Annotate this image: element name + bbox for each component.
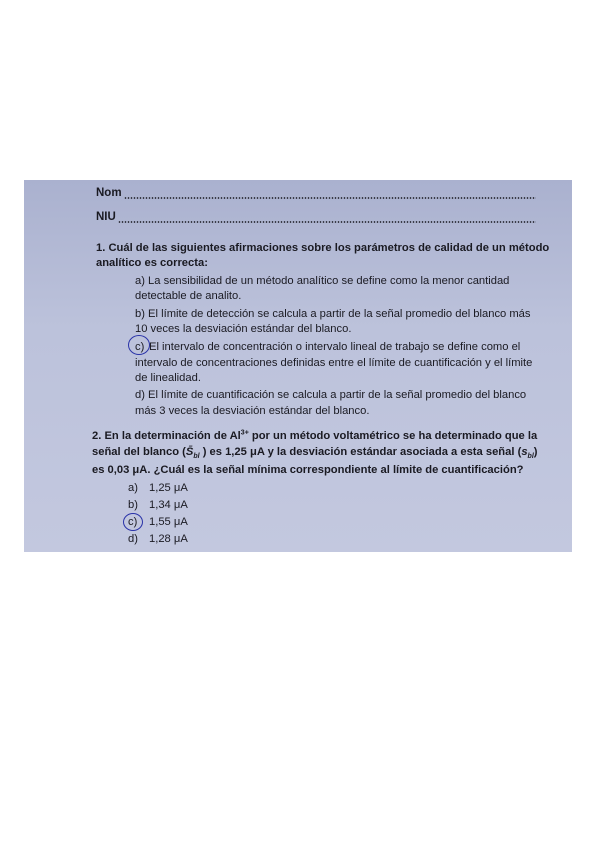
niu-label: NIU [96,211,116,223]
q1-option-b-line2: 10 veces la desviación estándar del blanco. [135,323,352,335]
name-label: Nom [96,187,122,199]
q2-line2-text-a: señal del blanco ( [92,446,186,458]
q1-option-a-line1: a) La sensibilidad de un método analítico se define como la menor cantidad [135,275,510,287]
q2-option-b-value: 1,34 μA [149,499,188,511]
q1-option-d-line2: más 3 veces la desviación estándar del blanco. [135,405,370,417]
q1-title-line2: analítico es correcta: [96,257,208,269]
q2-line1-text-a: 2. En la determinación de Al [92,430,241,442]
q1-option-c-line1: El intervalo de concentración o intervalo lineal de trabajo se define como el [149,341,521,353]
q1-option-a-line2: detectable de analito. [135,290,242,302]
q2-option-a-letter: a) [128,482,138,494]
q2-title-line1 [92,429,537,443]
q2-title-line3: es 0,03 μA. ¿Cuál es la señal mínima correspondiente al límite de cuantificación? [92,464,524,476]
q1-option-b-line1: b) El límite de detección se calcula a partir de la señal promedio del blanco más [135,308,531,320]
q2-line1-superscript: 3+ [240,429,249,437]
q2-line2-text-b: ) es 1,25 μA y la desviación estándar asociada a esta señal ( [199,446,522,458]
q2-option-c-value: 1,55 μA [149,516,188,528]
q2-line2-text-c: ) [533,446,538,458]
q2-option-c-letter: c) [128,516,138,528]
niu-dotted-line [118,221,536,223]
q2-line1-text-b: por un método voltamétrico se ha determinado que la [248,430,538,442]
q1-option-c-line2: intervalo de concentraciones definidas entre el límite de cuantificación y el límite [135,357,533,369]
exam-sheet [24,180,572,552]
q1-title-line1: 1. Cuál de las siguientes afirmaciones sobre los parámetros de calidad de un método [96,242,550,254]
q1-option-c-letter: c) [135,341,145,353]
q2-option-d-value: 1,28 μA [149,533,188,545]
q1-option-d-line1: d) El límite de cuantificación se calcula a partir de la señal promedio del blanco [135,389,527,401]
q2-title-line2 [92,445,538,459]
q2-line2-symbol-sd: s [521,446,528,458]
q1-selected-circle-mark [128,335,150,355]
q2-option-a-value: 1,25 μA [149,482,188,494]
q2-line2-symbol-mean: S̄ [185,446,194,458]
q2-line2-subscript-2: bl [527,453,534,461]
q2-line2-subscript: bl [193,453,200,461]
q1-option-c-line3: de linealidad. [135,372,201,384]
q2-option-d-letter: d) [128,533,138,545]
q2-option-b-letter: b) [128,499,138,511]
name-dotted-line [124,197,536,199]
